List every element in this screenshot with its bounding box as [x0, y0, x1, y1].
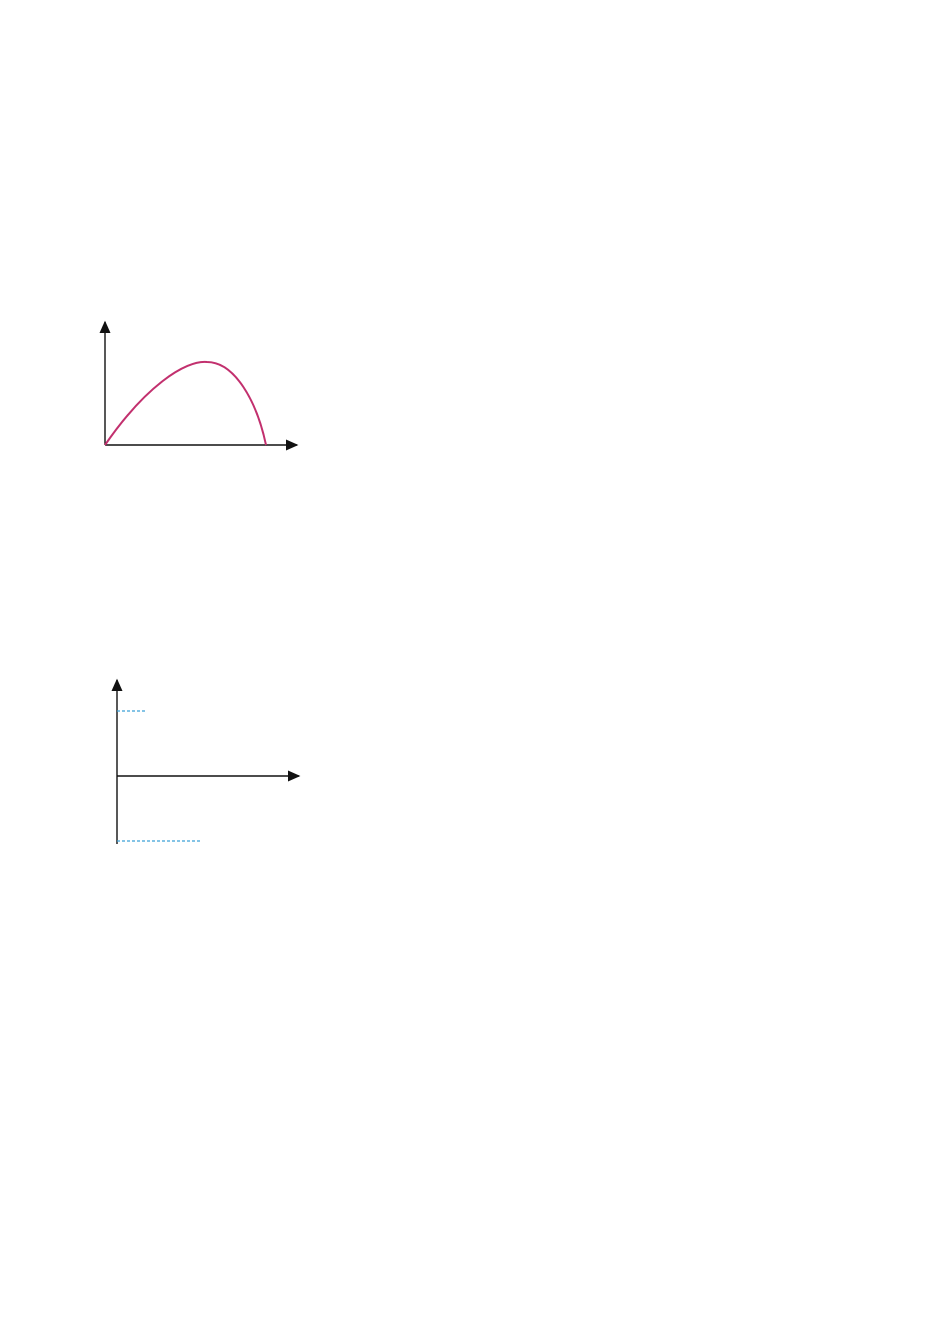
- q5-option-c: [88, 538, 96, 561]
- q5-trajectory-curve: [105, 362, 266, 445]
- q5-trajectory-figure: [85, 312, 315, 477]
- q6-vibration-figure: [85, 672, 345, 862]
